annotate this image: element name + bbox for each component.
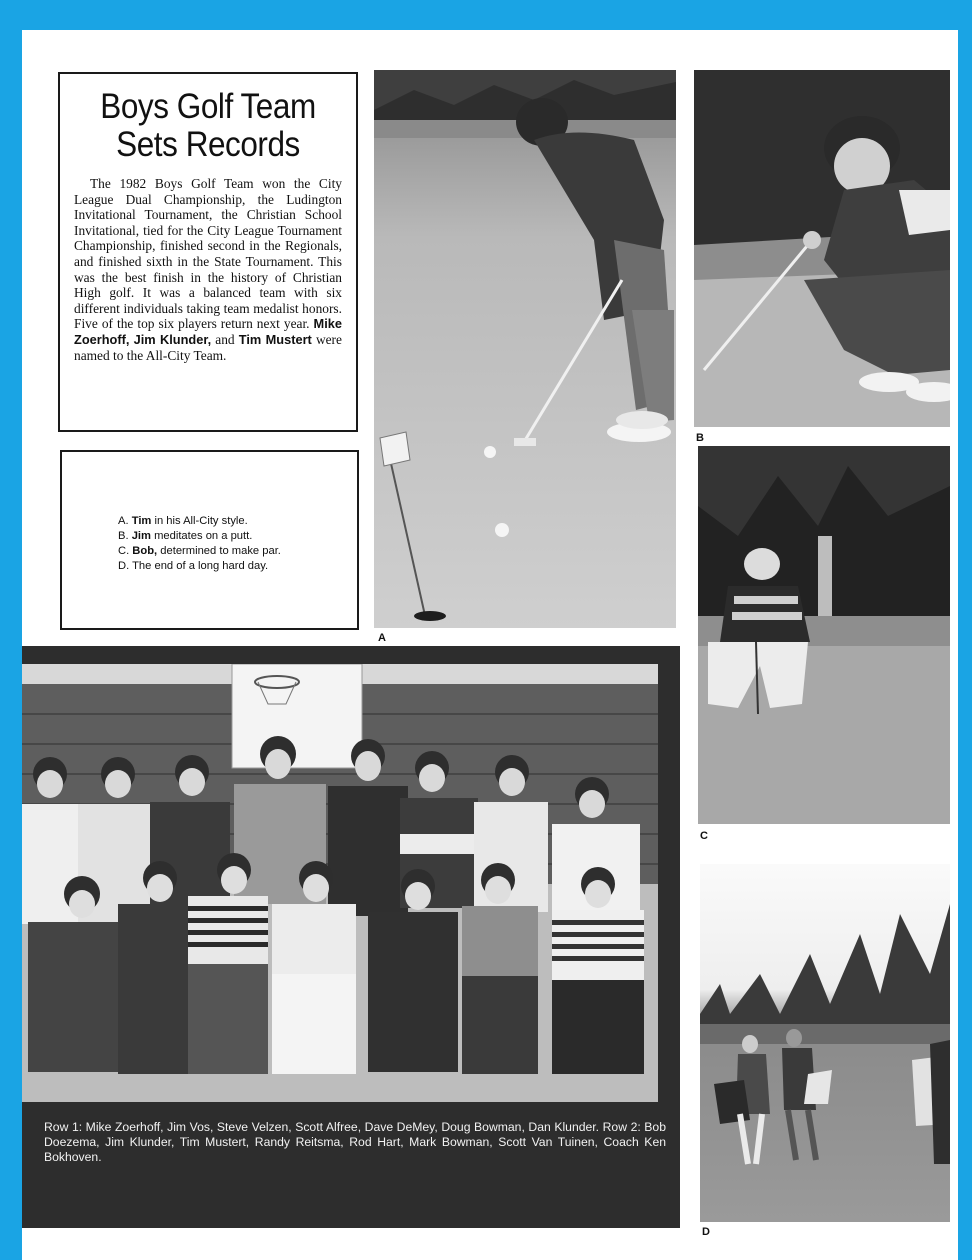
team-photo: [22, 664, 658, 1102]
all-city-name-2: Jim Klunder,: [133, 331, 212, 347]
article-body-end: were named to the All-City Team.: [74, 331, 342, 363]
article-body-text: The 1982 Boys Golf Team won the City League Dual Championship, the Ludington Invitational Tournament, the Christian School Invitational, tied for the City League Tournament Championship, finished second in the Regionals, and finished sixth in the State Tournament. This was the best finish in the history of Christian High golf. It was a balanced team with six different individuals taking team medalist honors. Five of the top six players return next year.: [74, 176, 342, 332]
photo-label-c: C: [700, 830, 708, 842]
photo-label-d: D: [702, 1226, 710, 1238]
photo-c-squatting: [698, 446, 950, 824]
headline: [87, 88, 328, 164]
photo-d-walking: [700, 864, 950, 1222]
article-body: [74, 176, 342, 363]
caption-d: D. The end of a long hard day.: [118, 560, 269, 572]
and-text: and: [215, 331, 235, 347]
caption-a: A. Tim in his All-City style.: [118, 515, 248, 527]
team-roster-caption: Row 1: Mike Zoerhoff, Jim Vos, Steve Velzen, Scott Alfree, Dave DeMey, Doug Bowman, Dan Klunder. Row 2: Bob Doezema, Jim Klunder, Tim Mustert, Randy Reitsma, Rod Hart, Mark Bowman, Scott Van Tuinen, Coach Ken Bokhoven.: [44, 1120, 666, 1164]
all-city-name-3: Tim Mustert: [238, 331, 312, 347]
all-city-name-1: Mike Zoerhoff,: [74, 316, 342, 347]
caption-b: B. Jim meditates on a putt.: [118, 530, 253, 542]
photo-a-putting: [374, 70, 676, 628]
photo-caption-box: [60, 450, 359, 630]
photo-b-crouching: [694, 70, 950, 427]
headline-line-1: Boys Golf Team: [100, 87, 316, 126]
yearbook-page: [22, 30, 958, 1260]
photo-label-b: B: [696, 432, 704, 444]
caption-c: C. Bob, determined to make par.: [118, 545, 281, 557]
photo-label-a: A: [378, 632, 386, 644]
headline-line-2: Sets Records: [116, 125, 300, 164]
article-box: [58, 72, 358, 432]
team-photo-panel: [22, 646, 680, 1228]
